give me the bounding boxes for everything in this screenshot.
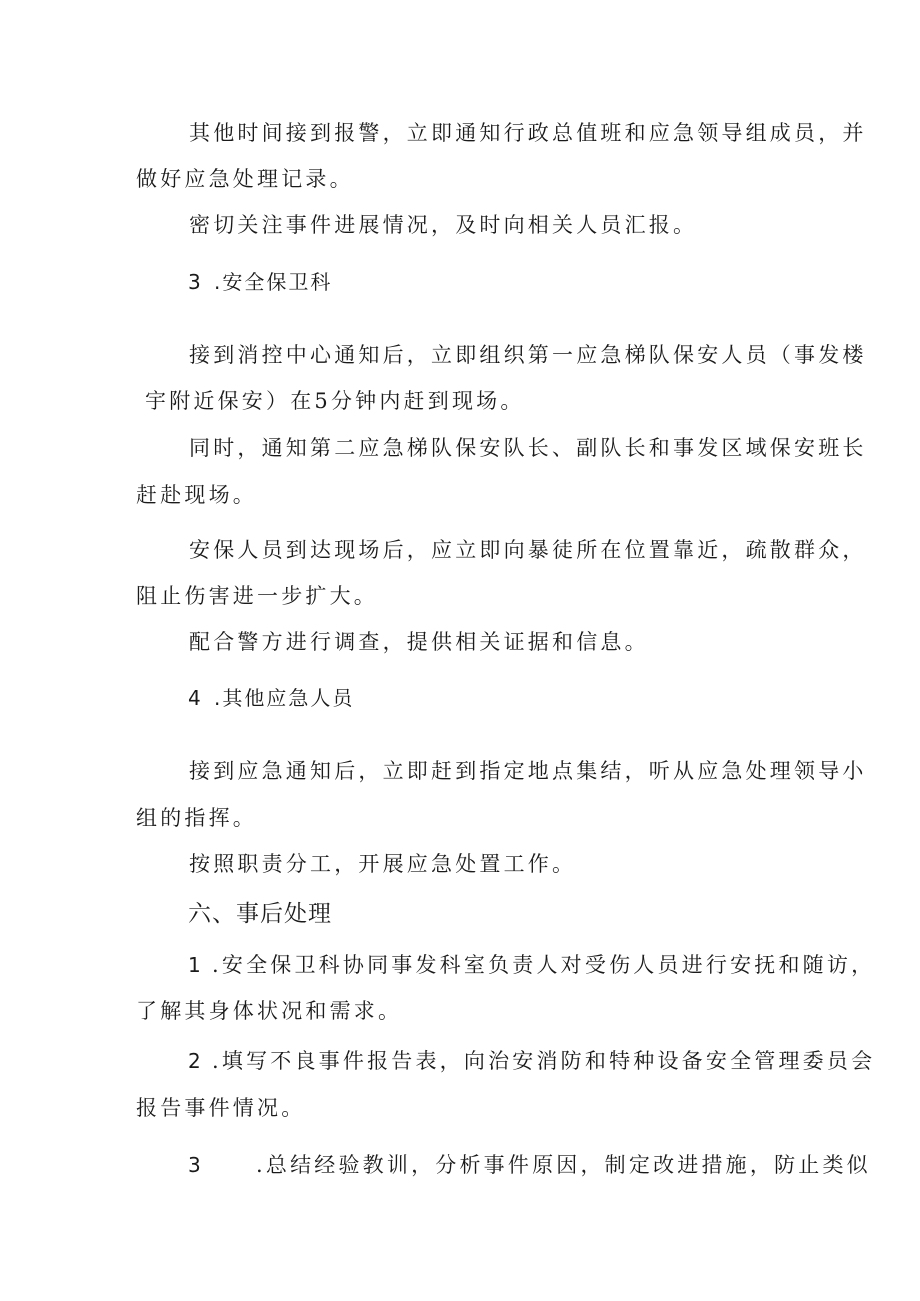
paragraph-line: 按照职责分工，开展应急处置工作。 bbox=[189, 852, 577, 876]
list-item-text: .安全保卫科协同事发科室负责人对受伤人员进行安抚和随访， bbox=[212, 953, 876, 977]
list-item bbox=[188, 955, 875, 976]
paragraph-line: 接到消控中心通知后，立即组织第一应急梯队保安人员（事发楼 bbox=[189, 343, 867, 367]
list-item-number: 3 bbox=[188, 1153, 201, 1177]
list-item-text: .填写不良事件报告表，向治安消防和特种设备安全管理委员会 bbox=[212, 1049, 876, 1073]
paragraph-line: 了解其身体状况和需求。 bbox=[136, 999, 403, 1023]
list-item-text: .总结经验教训，分析事件原因，制定改进措施，防止类似 bbox=[256, 1153, 871, 1177]
list-item bbox=[188, 1051, 875, 1072]
paragraph-line: 做好应急处理记录。 bbox=[136, 167, 354, 191]
paragraph-line: 配合警方进行调查，提供相关证据和信息。 bbox=[189, 630, 649, 654]
subsection-number: 3 bbox=[188, 270, 203, 294]
paragraph-line: 同时，通知第二应急梯队保安队长、副队长和事发区域保安班长 bbox=[189, 436, 867, 460]
paragraph-line: 安保人员到达现场后，应立即向暴徒所在位置靠近，疏散群众， bbox=[189, 538, 867, 562]
subsection-heading-security bbox=[188, 272, 332, 292]
list-item bbox=[188, 1155, 871, 1176]
subsection-number: 4 bbox=[188, 686, 203, 710]
list-item-number: 1 bbox=[188, 953, 201, 977]
list-item-number: 2 bbox=[188, 1049, 201, 1073]
paragraph-line: 其他时间接到报警，立即通知行政总值班和应急领导组成员，并 bbox=[189, 121, 867, 145]
subsection-title: .其他应急人员 bbox=[214, 686, 355, 710]
paragraph-line: 组的指挥。 bbox=[136, 806, 257, 830]
subsection-title: .安全保卫科 bbox=[214, 270, 333, 294]
section-heading-aftermath: 六、事后处理 bbox=[188, 901, 332, 927]
paragraph-line: 阻止伤害进一步扩大。 bbox=[136, 584, 378, 608]
paragraph-line: 密切关注事件进展情况，及时向相关人员汇报。 bbox=[189, 213, 698, 237]
paragraph-line: 报告事件情况。 bbox=[136, 1096, 306, 1120]
paragraph-line: 接到应急通知后，立即赶到指定地点集结，听从应急处理领导小 bbox=[189, 759, 867, 783]
paragraph-line: 赶赴现场。 bbox=[136, 483, 257, 507]
subsection-heading-other-staff bbox=[188, 688, 354, 708]
paragraph-line: 宇附近保安）在5分钟内赶到现场。 bbox=[145, 389, 525, 413]
